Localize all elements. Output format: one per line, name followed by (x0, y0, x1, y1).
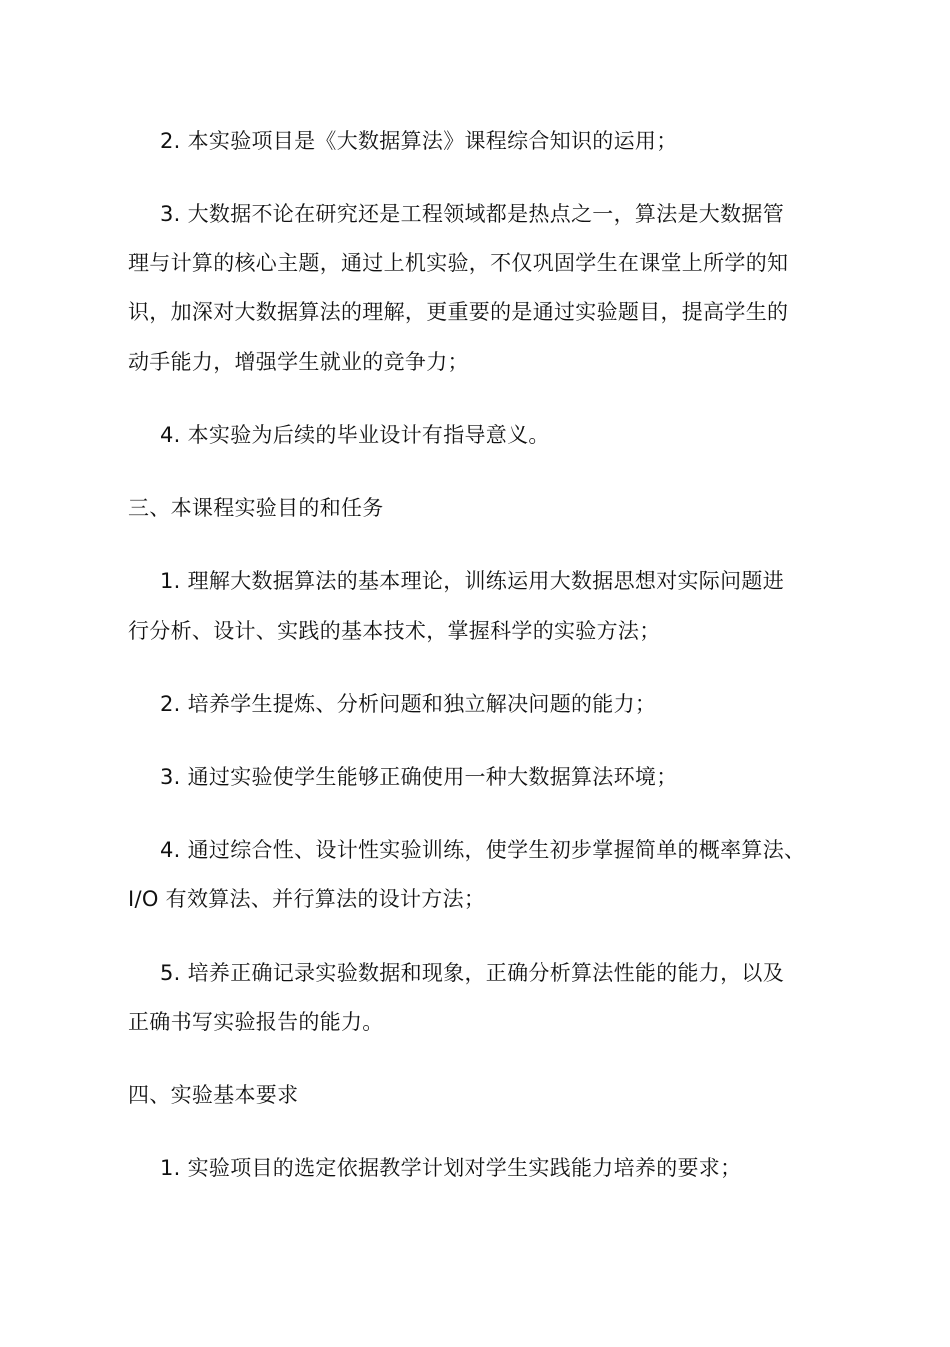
section-3-item-1-line-2: 行分析、设计、实践的基本技术，掌握科学的实验方法； (128, 619, 661, 643)
section-3-heading: 三、本课程实验目的和任务 (128, 496, 384, 520)
section-4-heading: 四、实验基本要求 (128, 1083, 299, 1107)
section-3-item-4-line-1: 4. 通过综合性、设计性实验训练，使学生初步掌握简单的概率算法、 (160, 838, 806, 862)
item-2-3-line-2: 理与计算的核心主题，通过上机实验，不仅巩固学生在课堂上所学的知 (128, 251, 789, 275)
section-4-item-1-line-1: 1. 实验项目的选定依据教学计划对学生实践能力培养的要求； (160, 1156, 742, 1180)
item-2-3-line-3: 识，加深对大数据算法的理解，更重要的是通过实验题目，提高学生的 (128, 300, 789, 324)
section-3-item-2-line-1: 2. 培养学生提炼、分析问题和独立解决问题的能力； (160, 692, 657, 716)
section-3-item-3-line-1: 3. 通过实验使学生能够正确使用一种大数据算法环境； (160, 765, 678, 789)
section-3-item-5-line-1: 5. 培养正确记录实验数据和现象，正确分析算法性能的能力，以及 (160, 961, 785, 985)
section-3-item-5-line-2: 正确书写实验报告的能力。 (128, 1010, 384, 1034)
item-2-2-line-1: 2. 本实验项目是《大数据算法》课程综合知识的运用； (160, 129, 678, 153)
section-3-item-4-line-2: I/O 有效算法、并行算法的设计方法； (128, 887, 486, 911)
item-2-3-line-1: 3. 大数据不论在研究还是工程领域都是热点之一，算法是大数据管 (160, 202, 785, 226)
section-3-item-1-line-1: 1. 理解大数据算法的基本理论，训练运用大数据思想对实际问题进 (160, 569, 785, 593)
item-2-4-line-1: 4. 本实验为后续的毕业设计有指导意义。 (160, 423, 550, 447)
item-2-3-line-4: 动手能力，增强学生就业的竞争力； (128, 350, 469, 374)
